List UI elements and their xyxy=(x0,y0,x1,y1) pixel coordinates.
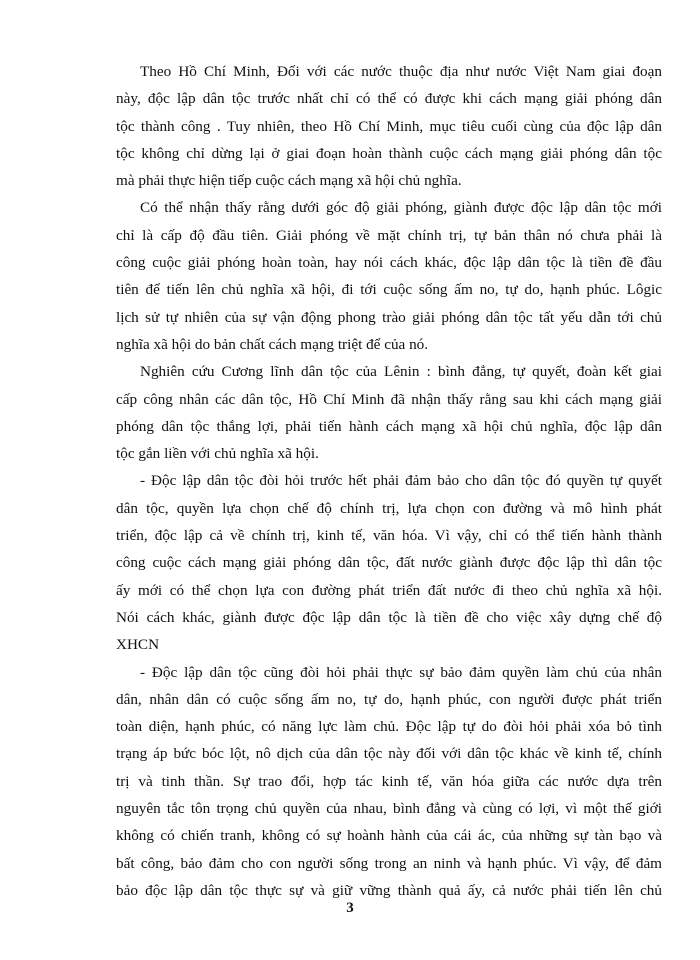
text-line: Nói cách khác, giành được độc lập dân tộc là tiền đề cho việc xây dựng chế độ xyxy=(116,608,662,626)
text-line: dân tộc, quyền lựa chọn chế độ chính trị, lựa chọn con đường và mô hình phát xyxy=(116,499,662,517)
text-line: trạng áp bức bóc lột, nô dịch của dân tộc này đối với dân tộc khác về kinh tế, chính xyxy=(116,745,662,763)
text-line: Có thể nhận thấy rằng dưới góc độ giải phóng, giành được độc lập dân tộc mới xyxy=(140,199,662,217)
text-line: dân, nhân dân có cuộc sống ấm no, tự do, hạnh phúc, con người được phát triển xyxy=(116,690,662,708)
text-line: mà phải thực hiện tiếp cuộc cách mạng xã hội chủ nghĩa. xyxy=(116,172,462,190)
text-line: toàn diện, hạnh phúc, có năng lực làm chủ. Độc lập tự do đòi hỏi phải xóa bỏ tình xyxy=(116,718,662,736)
text-line: bảo độc lập dân tộc thực sự và giữ vững thành quả ấy, cả nước phải tiến lên chủ xyxy=(116,881,662,899)
text-line: không có chiến tranh, không có sự hoành hành của cái ác, của những sự tàn bạo và xyxy=(116,827,662,845)
text-line: Nghiên cứu Cương lĩnh dân tộc của Lênin : bình đẳng, tự quyết, đoàn kết giai xyxy=(140,363,662,381)
text-line: công cuộc giải phóng hoàn toàn, hay nói cách khác, độc lập dân tộc là tiền đề đầu xyxy=(116,254,662,272)
text-line: - Độc lập dân tộc đòi hỏi trước hết phải đảm bảo cho dân tộc đó quyền tự quyết xyxy=(140,472,662,490)
text-line: nghĩa xã hội do bản chất cách mạng triệt để của nó. xyxy=(116,335,429,353)
paragraph-4 xyxy=(116,467,662,658)
text-line: này, độc lập dân tộc trước nhất chỉ có thể có được khi cách mạng giải phóng dân xyxy=(116,90,662,108)
text-line: chỉ là cấp độ đầu tiên. Giải phóng về mặt chính trị, tự bản thân nó chưa phải là xyxy=(116,226,662,244)
document-page xyxy=(116,58,662,904)
text-line: tiên để tiến lên chủ nghĩa xã hội, đi tới cuộc sống ấm no, tự do, hạnh phúc. Lôgic xyxy=(116,281,662,299)
text-line: cấp công nhân các dân tộc, Hồ Chí Minh đã nhận thấy rằng sau khi cách mạng giải xyxy=(116,390,662,408)
text-line: - Độc lập dân tộc cũng đòi hỏi phải thực sự bảo đảm quyền làm chủ của nhân xyxy=(140,663,662,681)
text-line: tộc không chỉ dừng lại ở giai đoạn hoàn thành cuộc cách mạng giải phóng dân tộc xyxy=(116,144,662,162)
text-line: tộc gắn liền với chủ nghĩa xã hội. xyxy=(116,445,319,463)
text-line: ấy mới có thể chọn lựa con đường phát triển đất nước đi theo chủ nghĩa xã hội. xyxy=(116,581,662,599)
paragraph-2 xyxy=(116,194,662,358)
text-line: triển, độc lập cả về chính trị, kinh tế, văn hóa. Vì vậy, chỉ có thể tiến hành thành xyxy=(116,527,662,545)
text-line: XHCN xyxy=(116,636,160,654)
text-line: công cuộc cách mạng giải phóng dân tộc, đất nước giành được độc lập thì dân tộc xyxy=(116,554,662,572)
text-line: lịch sử tự nhiên của sự vận động phong trào giải phóng dân tộc tất yếu dẫn tới chủ xyxy=(116,308,662,326)
paragraph-5 xyxy=(116,659,662,905)
text-line: phóng dân tộc thắng lợi, phải tiến hành cách mạng xã hội chủ nghĩa, độc lập dân xyxy=(116,417,662,435)
text-line: Theo Hồ Chí Minh, Đối với các nước thuộc địa như nước Việt Nam giai đoạn xyxy=(140,63,662,80)
paragraph-1 xyxy=(116,58,662,194)
text-line: tộc thành công . Tuy nhiên, theo Hồ Chí Minh, mục tiêu cuối cùng của độc lập dân xyxy=(116,117,662,135)
text-line: trị và tinh thần. Sự trao đổi, hợp tác kinh tế, văn hóa giữa các nước dựa trên xyxy=(116,772,662,790)
paragraph-3 xyxy=(116,358,662,467)
page-number: 3 xyxy=(346,900,354,916)
text-line: bất công, bảo đảm cho con người sống trong an ninh và hạnh phúc. Vì vậy, để đảm xyxy=(116,854,662,872)
text-line: nguyên tắc tôn trọng chủ quyền của nhau, bình đẳng và cùng có lợi, vì một thế giới xyxy=(116,800,662,818)
